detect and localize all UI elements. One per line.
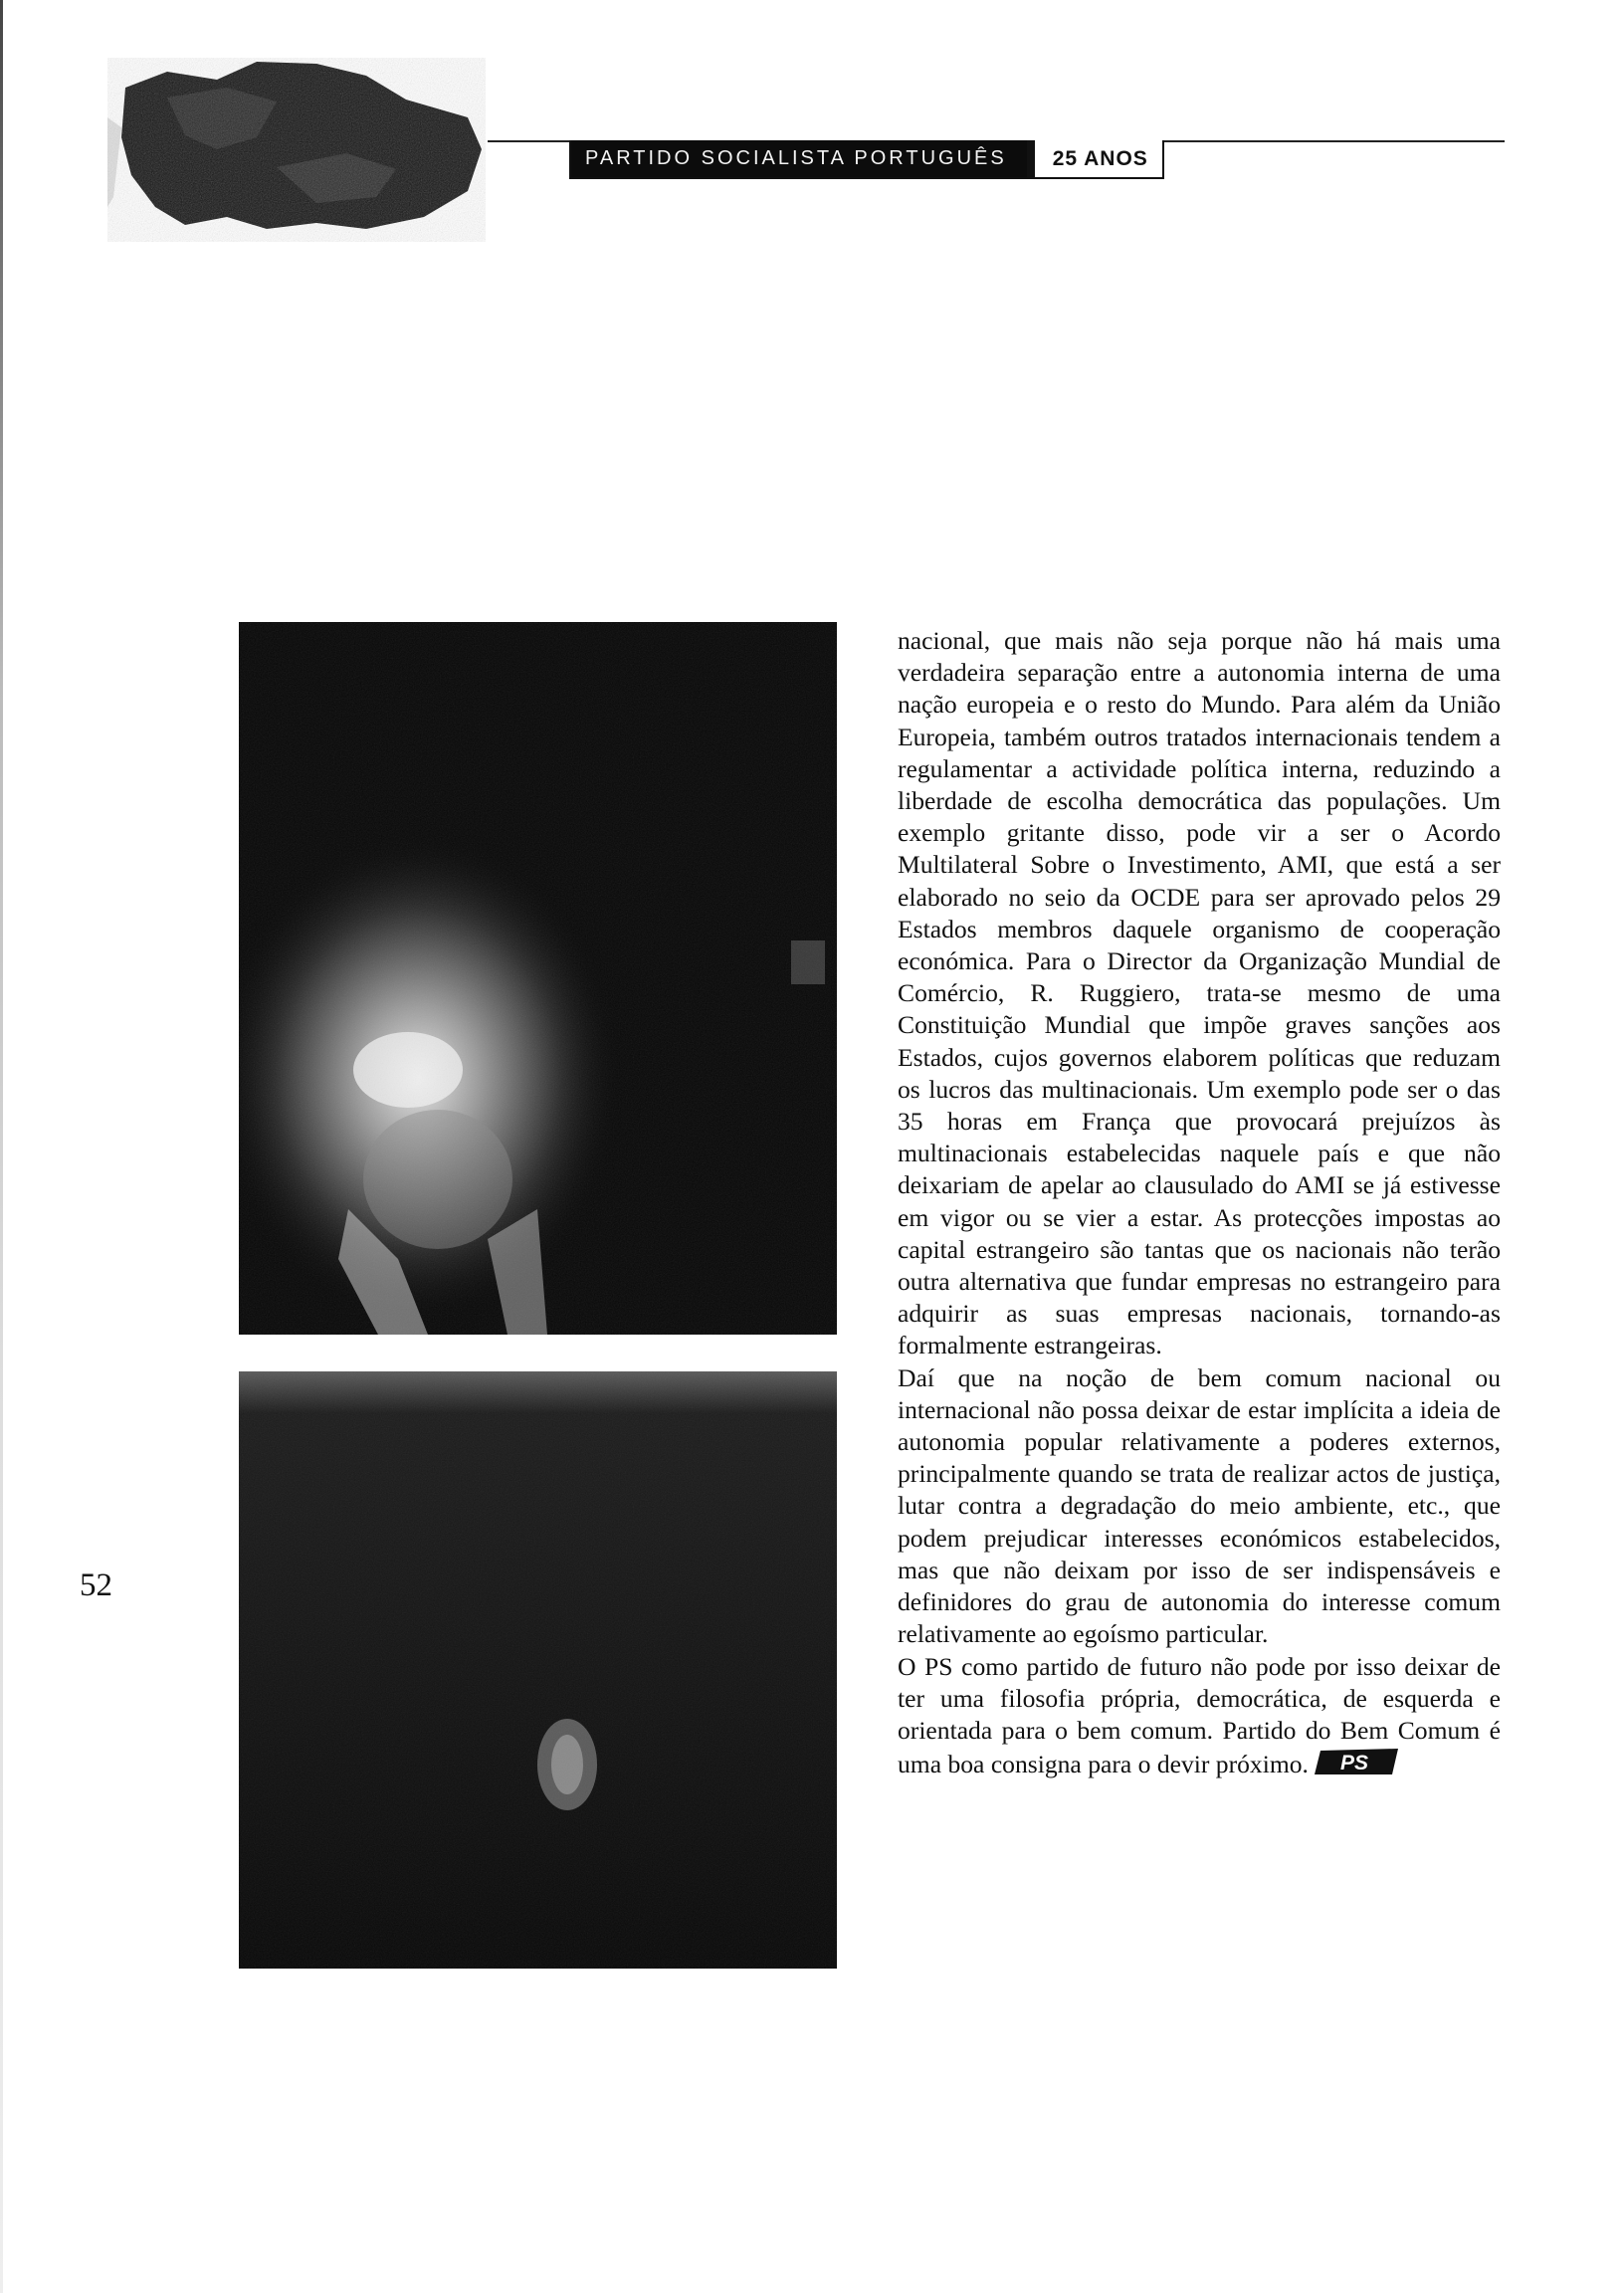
photo-top-image: [239, 622, 837, 1335]
scan-edge: [0, 0, 3, 2293]
photo-portrait-top: [239, 622, 837, 1335]
ps-end-mark-text: PS: [1339, 1752, 1368, 1775]
article-body: [898, 625, 1501, 1780]
publication-logo: [107, 58, 486, 242]
article-paragraph: nacional, que mais não seja porque não há mais uma verdadeira separação entre a autonomia interna de uma nação europeia e o resto do Mundo. Para além da União Europeia, também outros tratados internacionais tendem a regulamentar a actividade política interna, reduzindo a liberdade de escolha democrática das populações. Um exemplo gritante disso, pode vir a ser o Acordo Multilateral Sobre o Investimento, AMI, que está a ser elaborado no seio da OCDE para ser aprovado pelos 29 Estados membros daquele organismo de cooperação económica. Para o Director da Organização Mundial de Comércio, R. Ruggiero, trata-se mesmo de uma Constituição Mundial que impõe graves sanções aos Estados, cujos governos elaborem políticas que reduzam os lucros das multinacionais. Um exemplo pode ser o das 35 horas em França que provocará prejuízos às multinacionais estabelecidas naquele país e que não deixariam de apelar ao clausulado do AMI se já estivesse em vigor ou se vier a estar. As protecções impostas ao capital estrangeiro são tantas que os nacionais não terão outra alternativa que fundar empresas no estrangeiro para adquirir as suas empresas nacionais, tornando-as formalmente estrangeiras.: [898, 626, 1501, 1360]
article-paragraph: Daí que na noção de bem comum nacional ou internacional não possa deixar de estar implícita a ideia de autonomia popular relativamente a poderes externos, principalmente quando se trata de realizar actos de justiça, lutar contra a degradação do meio ambiente, etc., que podem prejudicar interesses económicos estabelecidos, mas que não deixam por isso de ser indispensáveis e definidores do grau de autonomia do interesse comum relativamente ao egoísmo particular.: [898, 1362, 1501, 1649]
logo-mark: [107, 58, 486, 242]
ps-end-mark-icon: [1315, 1747, 1400, 1776]
header-anniversary: 25 ANOS: [1027, 140, 1162, 177]
header-band: [569, 140, 1164, 179]
final-paragraph-text: O PS como partido de futuro não pode por isso deixar de ter uma filosofia própria, democrática, de esquerda e orientada para o bem comum. Partido do Bem Comum é uma boa consigna para o devir próximo.: [898, 1651, 1501, 1779]
photo-bottom: [239, 1371, 837, 1969]
header-party-name: PARTIDO SOCIALISTA PORTUGUÊS: [571, 140, 1027, 177]
page-number: 52: [80, 1567, 112, 1603]
article-paragraph-final: [898, 1651, 1501, 1781]
photo-bottom-image: [239, 1371, 837, 1969]
